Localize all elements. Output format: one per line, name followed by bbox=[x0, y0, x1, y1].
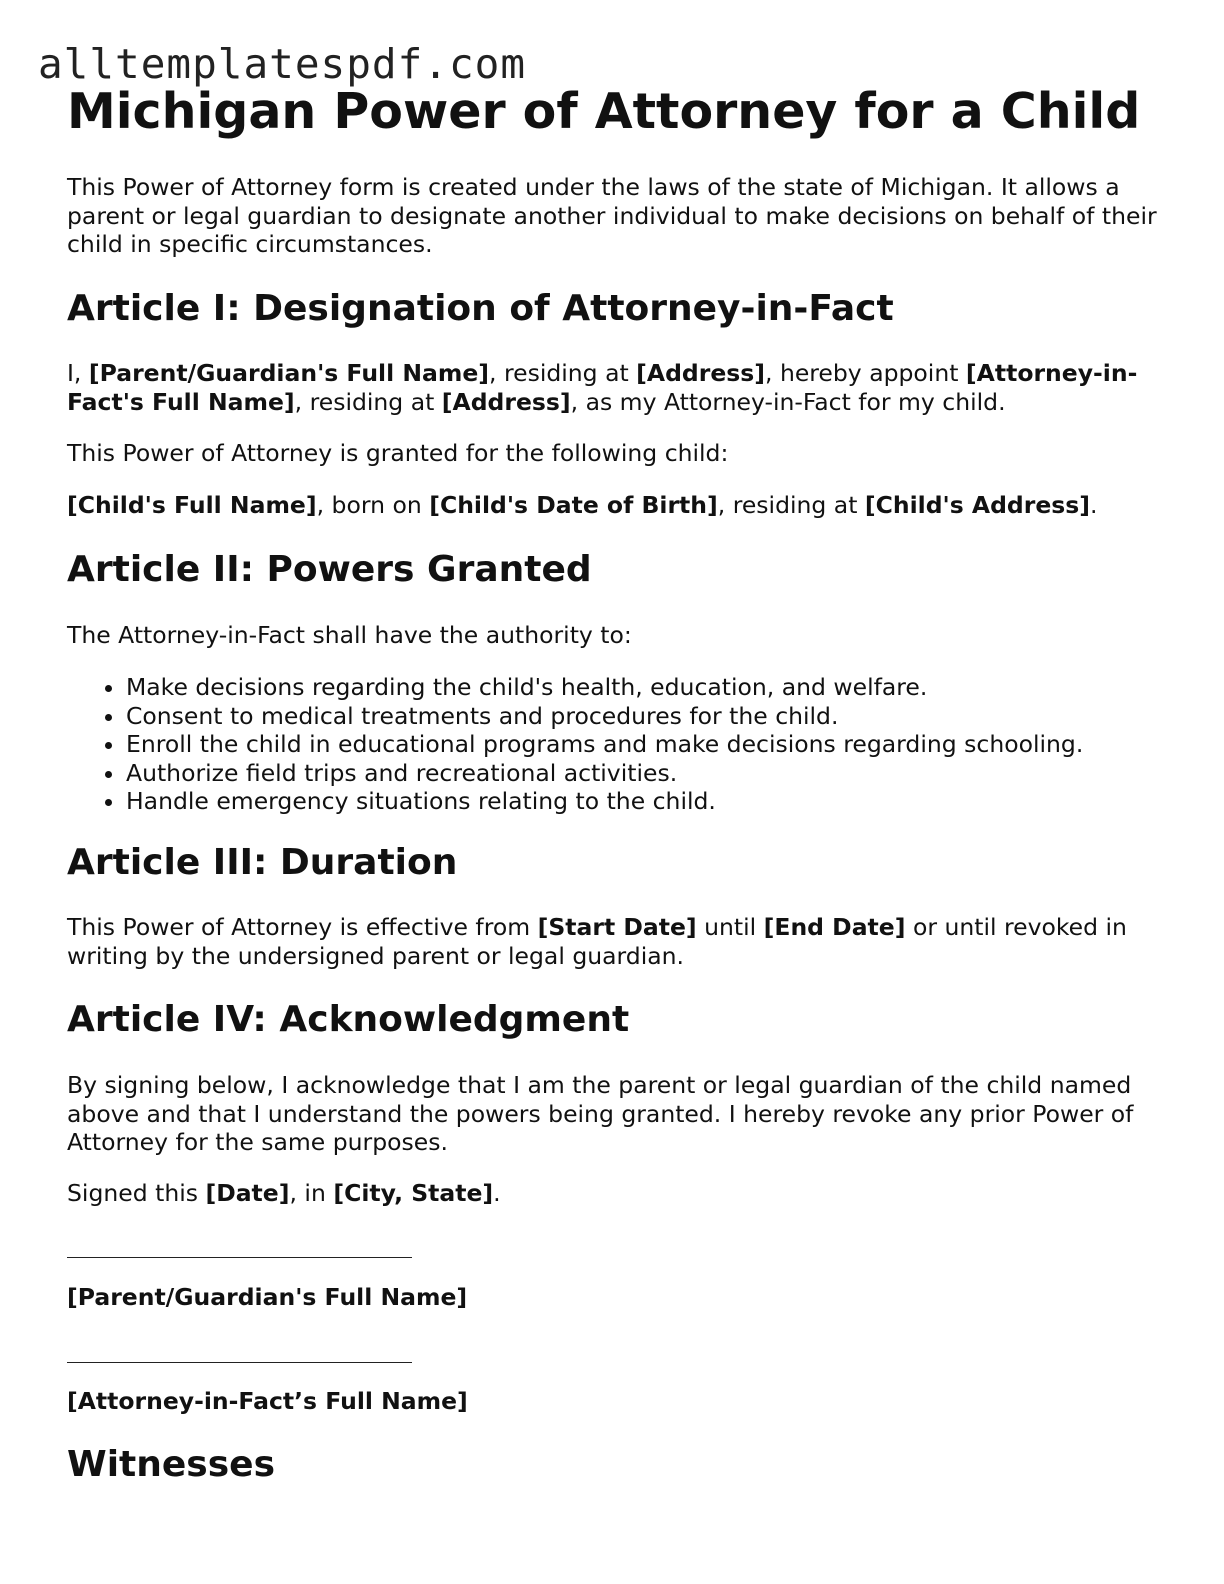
list-item: • Handle emergency situations relating to the child. bbox=[126, 787, 1157, 816]
parent-address-field: [Address] bbox=[636, 359, 765, 387]
witnesses-heading: Witnesses bbox=[67, 1444, 276, 1485]
page-title: Michigan Power of Attorney for a Child bbox=[67, 83, 1141, 140]
duration-paragraph bbox=[67, 913, 1157, 970]
article1-heading: Article I: Designation of Attorney-in-Fact bbox=[67, 288, 894, 329]
text-run: , residing at bbox=[717, 491, 865, 519]
attorney-address-field: [Address] bbox=[441, 387, 571, 416]
child-lead-paragraph: This Power of Attorney is granted for the following child: bbox=[67, 439, 729, 467]
text-run: , hereby appoint bbox=[765, 359, 966, 387]
list-item: • Make decisions regarding the child's health, education, and welfare. bbox=[126, 673, 1157, 702]
powers-lead-paragraph: The Attorney-in-Fact shall have the authority to: bbox=[67, 621, 632, 649]
text-run: . bbox=[1089, 491, 1098, 519]
watermark: alltemplatespdf.com bbox=[38, 40, 526, 88]
text-run: or until revoked in writing by the undersigned parent or legal guardian. bbox=[67, 913, 1127, 970]
signed-paragraph bbox=[67, 1179, 1157, 1208]
child-dob-field: [Child's Date of Birth] bbox=[429, 491, 718, 519]
child-name-field: [Child's Full Name] bbox=[67, 491, 317, 519]
start-date-field: [Start Date] bbox=[537, 913, 697, 941]
article4-heading: Article IV: Acknowledgment bbox=[67, 999, 630, 1040]
text-run: , residing at bbox=[294, 387, 442, 416]
attorney-signature-line[interactable] bbox=[67, 1362, 412, 1363]
parent-name-field: [Parent/Guardian's Full Name] bbox=[88, 359, 490, 387]
end-date-field: [End Date] bbox=[763, 913, 906, 941]
attorney-name-field: [Attorney-in-Fact's Full Name] bbox=[67, 359, 1138, 416]
text-run: This Power of Attorney is effective from bbox=[67, 913, 538, 941]
text-run: , born on bbox=[316, 491, 430, 519]
parent-signature-line[interactable] bbox=[67, 1257, 412, 1258]
parent-signature-name: [Parent/Guardian's Full Name] bbox=[67, 1283, 468, 1311]
attorney-signature-name: [Attorney-in-Fact’s Full Name] bbox=[67, 1387, 468, 1415]
text-run: I, bbox=[67, 359, 89, 387]
intro-paragraph: This Power of Attorney form is created under the laws of the state of Michigan. It allows a parent or legal guardian to designate another individual to make decisions on behalf of their child in specific circumstances. bbox=[67, 173, 1157, 258]
article2-heading: Article II: Powers Granted bbox=[67, 549, 592, 590]
acknowledgment-paragraph: By signing below, I acknowledge that I am the parent or legal guardian of the child named above and that I understand the powers being granted. I hereby revoke any prior Power of Attorney for the same purposes. bbox=[67, 1071, 1134, 1156]
article1-designation-paragraph bbox=[67, 359, 1157, 416]
text-run: , as my Attorney-in-Fact for my child. bbox=[570, 387, 1006, 416]
list-item: • Consent to medical treatments and procedures for the child. bbox=[126, 702, 1157, 731]
signed-location-field: [City, State] bbox=[333, 1179, 494, 1207]
text-run: Signed this bbox=[67, 1179, 206, 1207]
text-run: . bbox=[493, 1179, 501, 1207]
child-details-paragraph bbox=[67, 491, 1157, 520]
text-run: , in bbox=[289, 1179, 334, 1207]
list-item: • Authorize field trips and recreational activities. bbox=[126, 759, 1157, 788]
signed-date-field: [Date] bbox=[205, 1179, 290, 1207]
child-address-field: [Child's Address] bbox=[864, 491, 1090, 519]
powers-list bbox=[67, 673, 1157, 816]
text-run: , residing at bbox=[489, 359, 637, 387]
list-item: • Enroll the child in educational programs and make decisions regarding schooling. bbox=[126, 730, 1157, 759]
text-run: until bbox=[696, 913, 764, 941]
article3-heading: Article III: Duration bbox=[67, 842, 458, 883]
